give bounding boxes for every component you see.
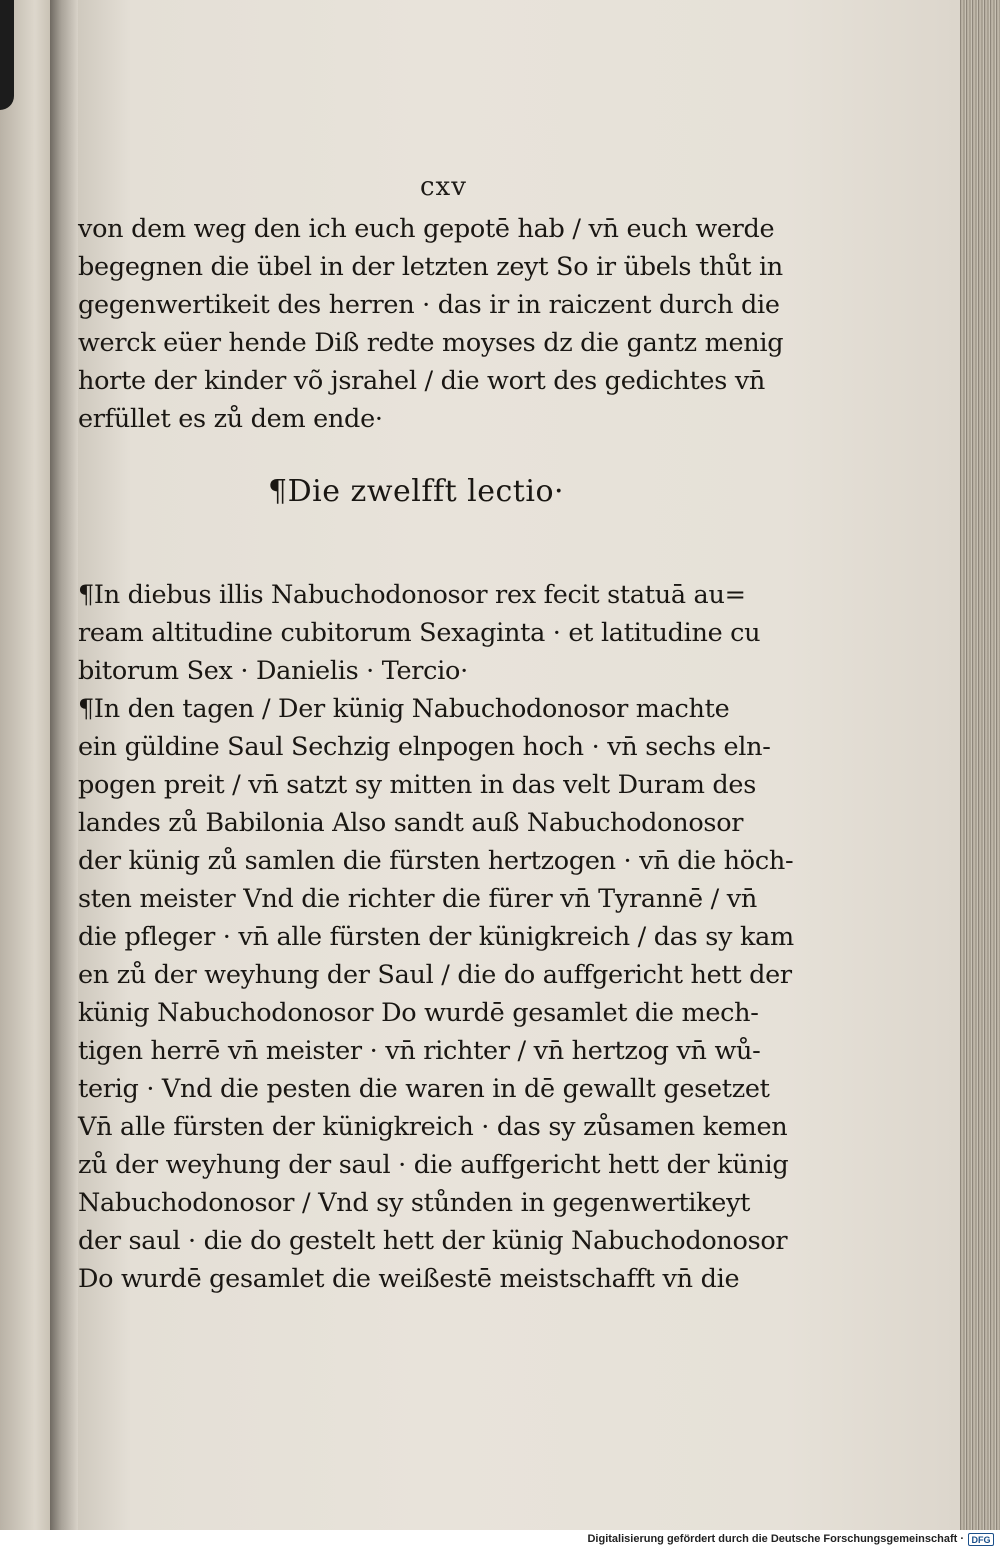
text-line: Nabuchodonosor / Vnd sy stůnden in gegenwertikeyt [78,1188,751,1218]
page-gutter [50,0,78,1530]
text-line: künig Nabuchodonosor Do wurdē gesamlet die mech- [78,998,759,1028]
text-line: pogen preit / vn̄ satzt sy mitten in das velt Duram des [78,770,756,800]
footer-bar [0,1530,1000,1550]
text-line: ¶In diebus illis Nabuchodonosor rex fecit statuā au= [78,580,746,610]
text-line: die pfleger · vn̄ alle fürsten der künigkreich / das sy kam [78,922,794,952]
page-stack-edge [960,0,1000,1530]
dfg-logo: DFG [968,1533,994,1546]
text-line: werck eüer hende Diß redte moyses dz die gantz menig [78,328,784,358]
text-line: bitorum Sex · Danielis · Tercio· [78,656,468,686]
german-passage [78,690,794,1298]
text-line: tigen herrē vn̄ meister · vn̄ richter / vn̄ hertzog vn̄ wů- [78,1036,761,1066]
funding-credit: Digitalisierung gefördert durch die Deutsche Forschungsgemeinschaft · [587,1533,964,1545]
book-binding [0,0,14,110]
text-line: von dem weg den ich euch gepotē hab / vn̄ euch werde [78,214,775,244]
text-line: sten meister Vnd die richter die fürer vn̄ Tyrannē / vn̄ [78,884,757,914]
previous-page-edge [0,0,50,1530]
text-line: ream altitudine cubitorum Sexaginta · et latitudine cu [78,618,761,648]
text-line: ¶In den tagen / Der künig Nabuchodonosor machte [78,694,730,724]
text-line: Do wurdē gesamlet die weißestē meistschafft vn̄ die [78,1264,740,1294]
text-line: Vn̄ alle fürsten der künigkreich · das sy zůsamen kemen [78,1112,788,1142]
page-text [78,210,794,1298]
text-line: horte der kinder võ jsrahel / die wort des gedichtes vn̄ [78,366,766,396]
lesson-heading: ¶Die zwelfft lectio· [268,474,565,509]
latin-passage [78,576,761,690]
text-line: der künig zů samlen die fürsten hertzogen · vn̄ die höch- [78,846,794,876]
text-line: zů der weyhung der saul · die auffgericht hett der künig [78,1150,789,1180]
text-line: ein güldine Saul Sechzig elnpogen hoch · vn̄ sechs eln- [78,732,771,762]
text-line: terig · Vnd die pesten die waren in dē gewallt gesetzet [78,1074,770,1104]
text-line: landes zů Babilonia Also sandt auß Nabuchodonosor [78,808,744,838]
text-line: der saul · die do gestelt hett der künig Nabuchodonosor [78,1226,788,1256]
lesson-heading-row [78,438,728,518]
opening-passage [78,210,784,438]
text-line: en zů der weyhung der Saul / die do auffgericht hett der [78,960,792,990]
folio-number: cxv [420,172,467,202]
text-line: gegenwertikeit des herren · das ir in raiczent durch die [78,290,780,320]
text-line: erfüllet es zů dem ende· [78,404,383,434]
text-line: begegnen die übel in der letzten zeyt So ir übels thůt in [78,252,783,282]
